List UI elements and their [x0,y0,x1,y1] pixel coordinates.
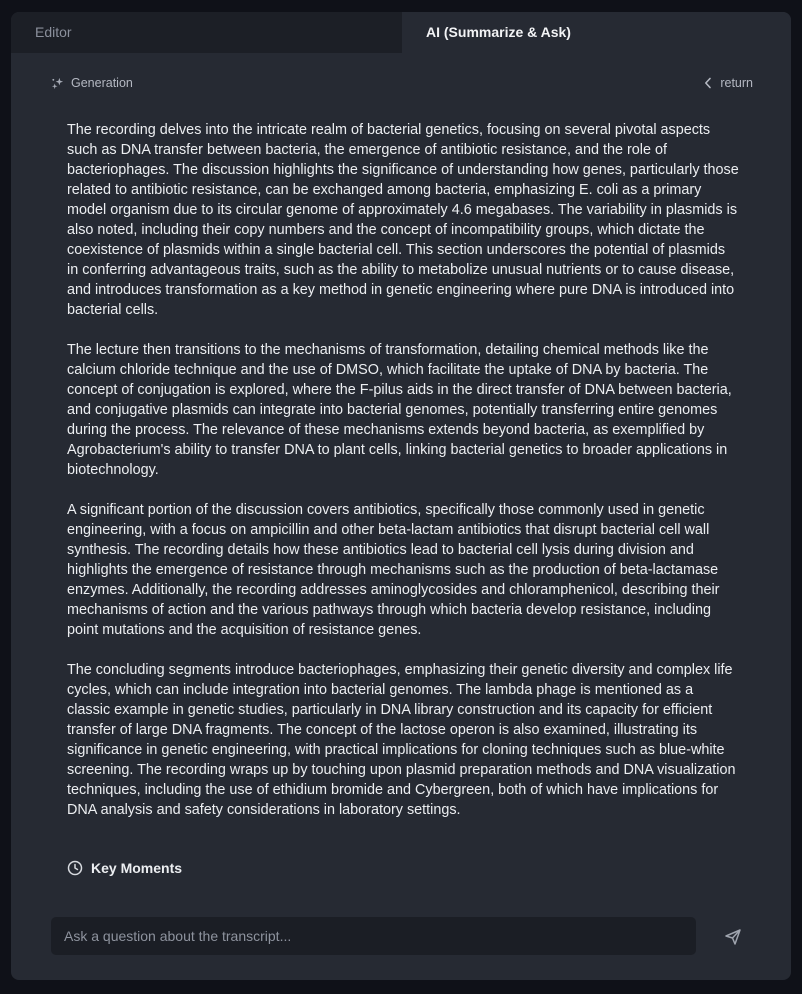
summary-paragraph: The recording delves into the intricate realm of bacterial genetics, focusing on several pivotal aspects such as DNA transfer between bacteria, the emergence of antibiotic resistance, and the role of bacteriophages. The discussion highlights the significance of understanding how genes, particularly those related to antibiotic resistance, can be exchanged among bacteria, emphasizing E. coli as a primary model organism due to its circular genome of approximately 4.6 megabases. The variability in plasmids is also noted, including their copy numbers and the concept of incompatibility groups, which dictate the coexistence of plasmids within a single bacterial cell. This section underscores the potential of plasmids in conferring advantageous traits, such as the ability to metabolize unusual nutrients or to cause disease, and introduces transformation as a key method in genetic engineering where pure DNA is introduced into bacterial cells. [67,122,739,318]
sparkles-icon [51,77,64,90]
tab-ai-summarize-ask[interactable]: AI (Summarize & Ask) [402,12,791,53]
summary-paragraph: A significant portion of the discussion covers antibiotics, specifically those commonly used in genetic engineering, with a focus on ampicillin and other beta-lactam antibiotics that disrupt bacterial cell wall synthesis. The recording details how these antibiotics lead to bacterial cell lysis during division and highlights the emergence of resistance through mechanisms such as the production of beta-lactamase enzymes. Additionally, the recording addresses aminoglycosides and chloramphenicol, describing their mechanisms of action and the various pathways through which bacteria develop resistance, including point mutations and the acquisition of resistance genes. [67,502,720,638]
summary-paragraph: The concluding segments introduce bacteriophages, emphasizing their genetic diversity and complex life cycles, which can include integration into bacterial genomes. The lambda phage is mentioned as a classic example in genetic studies, particularly in DNA library construction and its capacity for efficient transfer of large DNA fragments. The concept of the lactose operon is also examined, illustrating its significance in genetic engineering, with practical implications for cloning techniques such as blue-white screening. The recording wraps up by touching upon plasmid preparation methods and DNA visualization techniques, including the use of ethidium bromide and Cybergreen, both of which have implications for DNA analysis and safety considerations in laboratory settings. [67,662,736,818]
content-bottom-mask [11,892,791,904]
summary-content[interactable] [67,120,739,902]
tab-editor[interactable]: Editor [11,12,402,53]
generation-header [51,76,133,90]
panel-subheader [11,72,791,96]
ask-question-input[interactable] [51,917,696,955]
key-moments-label: Key Moments [91,860,183,876]
ai-panel [11,12,791,980]
return-button[interactable] [704,76,753,90]
clock-icon [67,860,83,876]
tab-bar [11,12,791,53]
return-label: return [720,76,753,90]
chevron-left-icon [704,77,712,89]
generation-label: Generation [71,76,133,90]
summary-paragraph: The lecture then transitions to the mechanisms of transformation, detailing chemical methods like the calcium chloride technique and the use of DMSO, which facilitate the uptake of DNA by bacteria. The concept of conjugation is explored, where the F-pilus aids in the direct transfer of DNA between bacteria, and conjugative plasmids can integrate into bacterial genomes, potentially transferring entire genomes during the process. The relevance of these mechanisms extends beyond bacteria, as exemplified by Agrobacterium's ability to transfer DNA to plant cells, linking bacterial genetics to broader applications in biotechnology. [67,342,732,478]
key-moments-header[interactable] [67,860,739,876]
send-icon[interactable] [723,927,743,947]
